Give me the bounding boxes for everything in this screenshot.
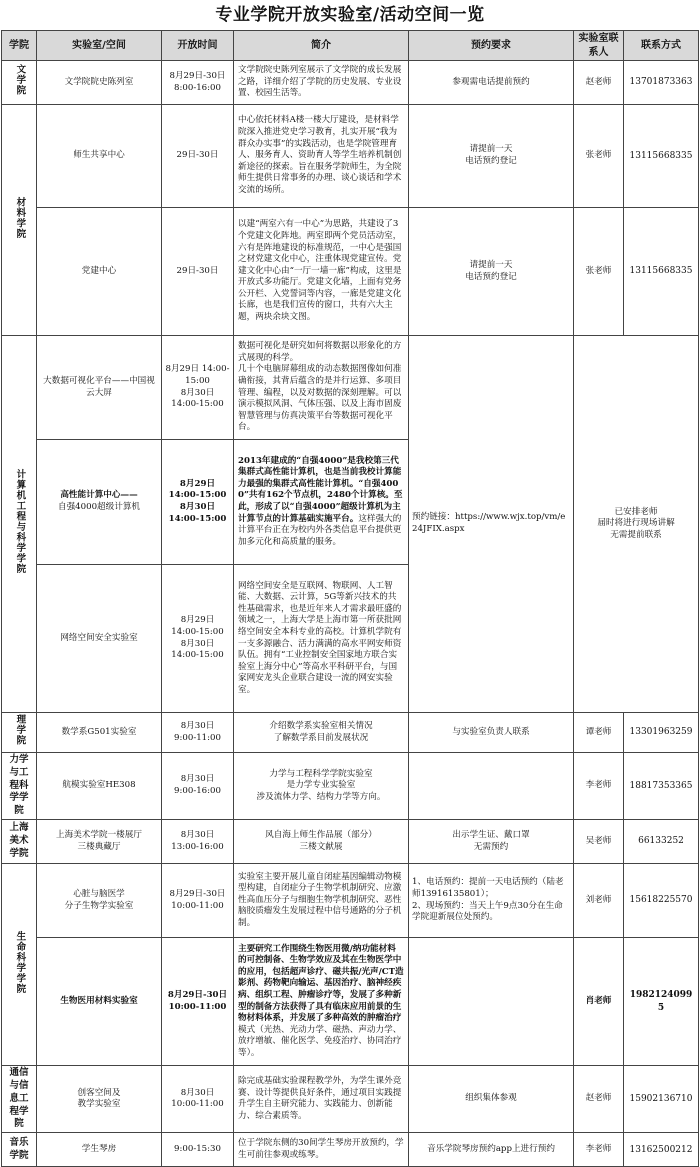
table-row xyxy=(2,864,699,938)
desc-cell: 2013年建成的“自强4000”是我校第三代集群式高性能计算机，也是当前我校计算能力最强的集群式高性能计算机。“自强4000”共有162个节点机，2480个计算核。至此，形成了以“自强4000”超级计算机为主计算节点的计算基础实施平台。这样强大的计算平台正在为校内外各类信息平台提供更加多元化和高质量的服务。 xyxy=(234,440,409,565)
college-cell: 材料学院 xyxy=(2,105,37,336)
booking-cell: 预约链接：https://www.wjx.top/vm/e24JFIX.aspx xyxy=(409,336,574,713)
contact-cell: 已安排老师 届时将进行现场讲解 无需提前联系 xyxy=(574,336,699,713)
table-row xyxy=(2,713,699,753)
desc-cell: 文学院院史陈列室展示了文学院的成长发展之路，详细介绍了学院的历史发展、专业设置、校园生活等。 xyxy=(234,61,409,105)
contact-cell: 肖老师 xyxy=(574,938,624,1066)
time-cell: 8月29日-30日 8:00-16:00 xyxy=(162,61,234,105)
header-college: 学院 xyxy=(2,31,37,61)
lab-cell: 生物医用材料实验室 xyxy=(37,938,162,1066)
table-row xyxy=(2,753,699,820)
header-contact: 实验室联系人 xyxy=(574,31,624,61)
phone-cell: 13115668335 xyxy=(624,105,699,208)
desc-cell: 以建“两室六有一中心”为思路，共建设了3个党建文化阵地。两室即两个党员活动室，六有是阵地建设的标准规范，一中心是强国之材党建文化中心，注重体现党建宣传。党建文化中心由“一厅一墙一廊”构成，这里是开放式多功能厅。党建文化墙，上面有党务公开栏、入党誓词等内容，一廊是党建文化长廊，也是我们宣传的窗口，共有六大主题，两块余块文图。 xyxy=(234,208,409,336)
phone-cell: 13301963259 xyxy=(624,713,699,753)
header-booking: 预约要求 xyxy=(409,31,574,61)
table-row xyxy=(2,105,699,208)
contact-cell: 赵老师 xyxy=(574,1066,624,1133)
college-cell: 通信与信息工程学院 xyxy=(2,1066,37,1133)
phone-cell: 13162500212 xyxy=(624,1133,699,1167)
booking-cell xyxy=(409,753,574,820)
desc-cell: 中心依托材料A楼一楼大厅建设，是材料学院深入推进党史学习教育，扎实开展“我为群众办实事”的实践活动，也是学院管理育人、服务育人、资助育人等学生培养机制创新途径的探索。旨在服务学院师生，为全院师生提供日常事务的办理、谈心谈话和学术交流的场所。 xyxy=(234,105,409,208)
booking-cell: 参观需电话提前预约 xyxy=(409,61,574,105)
desc-cell: 主要研究工作围绕生物医用微/纳功能材料的可控制备、生物学效应及其在生物医学中的应用，包括超声诊疗、磁共振/光声/CT造影剂、药物靶向输运、基因治疗、脑神经疾病、组织工程、肿瘤诊疗等，发展了多种新型的制备方法获得了具有临床应用前景的生物材料体系，并发展了多种高效的肿瘤治疗模式（光热、光动力学、磁热、声动力学、放疗增敏、催化医学、免疫治疗、协同治疗等）。 xyxy=(234,938,409,1066)
desc-cell: 数据可视化是研究如何将数据以形象化的方式展现的科学。 几十个电脑屏幕组成的动态数据图像如何准确衔接，其背后蕴含的是并行运算、多项目管理、编程，以及对数据的深刻理解。可以演示模拟风洞、气体压强、以及上海市固废智慧管理与仿真决策平台等数据可视化平台。 xyxy=(234,336,409,440)
desc-cell: 介绍数学系实验室相关情况 了解数学系目前发展状况 xyxy=(234,713,409,753)
table-row xyxy=(2,1066,699,1133)
phone-cell: 13701873363 xyxy=(624,61,699,105)
lab-cell: 数学系G501实验室 xyxy=(37,713,162,753)
college-cell: 音乐学院 xyxy=(2,1133,37,1167)
booking-cell: 出示学生证、戴口罩 无需预约 xyxy=(409,820,574,864)
contact-cell: 吴老师 xyxy=(574,820,624,864)
lab-cell: 航模实验室HE308 xyxy=(37,753,162,820)
booking-cell xyxy=(409,938,574,1066)
college-cell: 生命科学学院 xyxy=(2,864,37,1066)
contact-cell: 张老师 xyxy=(574,105,624,208)
desc-cell: 位于学院东侧的30间学生琴房开放预约，学生可前往参观或练琴。 xyxy=(234,1133,409,1167)
time-cell: 8月30日 9:00-11:00 xyxy=(162,713,234,753)
phone-cell: 19821240995 xyxy=(624,938,699,1066)
college-cell: 理学院 xyxy=(2,713,37,753)
lab-cell: 学生琴房 xyxy=(37,1133,162,1167)
phone-cell: 66133252 xyxy=(624,820,699,864)
table-row xyxy=(2,938,699,1066)
phone-cell: 15902136710 xyxy=(624,1066,699,1133)
booking-cell: 请提前一天 电话预约登记 xyxy=(409,105,574,208)
college-cell: 上海美术学院 xyxy=(2,820,37,864)
lab-cell: 上海美术学院一楼展厅 三楼典藏厅 xyxy=(37,820,162,864)
time-cell: 8月30日 9:00-16:00 xyxy=(162,753,234,820)
contact-cell: 张老师 xyxy=(574,208,624,336)
lab-cell: 大数据可视化平台——中国视云大屏 xyxy=(37,336,162,440)
lab-cell: 创客空间及 教学实验室 xyxy=(37,1066,162,1133)
booking-cell: 音乐学院琴房预约app上进行预约 xyxy=(409,1133,574,1167)
time-cell: 8月30日 10:00-11:00 xyxy=(162,1066,234,1133)
lab-cell: 师生共享中心 xyxy=(37,105,162,208)
desc-cell: 力学与工程科学学院实验室 是力学专业实验室 涉及流体力学、结构力学等方向。 xyxy=(234,753,409,820)
header-time: 开放时间 xyxy=(162,31,234,61)
lab-cell: 文学院院史陈列室 xyxy=(37,61,162,105)
contact-cell: 谭老师 xyxy=(574,713,624,753)
lab-cell: 心脏与脑医学 分子生物学实验室 xyxy=(37,864,162,938)
page-title: 专业学院开放实验室/活动空间一览 xyxy=(215,5,485,25)
header-desc: 简介 xyxy=(234,31,409,61)
time-cell: 8月29日-30日 10:00-11:00 xyxy=(162,864,234,938)
college-cell: 文学院 xyxy=(2,61,37,105)
college-cell: 力学与工程科学学院 xyxy=(2,753,37,820)
booking-cell: 请提前一天 电话预约登记 xyxy=(409,208,574,336)
time-cell: 29日-30日 xyxy=(162,105,234,208)
time-cell: 8月29日 14:00-15:00 8月30日 14:00-15:00 xyxy=(162,336,234,440)
contact-cell: 刘老师 xyxy=(574,864,624,938)
table-row xyxy=(2,61,699,105)
contact-cell: 李老师 xyxy=(574,1133,624,1167)
table-row xyxy=(2,336,699,440)
lab-cell: 网络空间安全实验室 xyxy=(37,565,162,713)
time-cell: 8月29日-30日 10:00-11:00 xyxy=(162,938,234,1066)
booking-cell: 与实验室负责人联系 xyxy=(409,713,574,753)
desc-cell: 网络空间安全是互联网、物联网、人工智能、大数据、云计算，5G等新兴技术的共性基础需求，也是近年来人才需求最旺盛的领域之一，上海大学是上海市第一所获批网络空间安全本科专业的高校。计算机学院有一支多源融合、活力满满的高水平网安师资队伍。拥有“工业控制安全国家地方联合实验室上海分中心”等高水平科研平台，与国家网安龙头企业联合建设一流的网安实验室。 xyxy=(234,565,409,713)
header-lab: 实验室/空间 xyxy=(37,31,162,61)
table-row xyxy=(2,1133,699,1167)
time-cell: 8月29日 14:00-15:00 8月30日 14:00-15:00 xyxy=(162,440,234,565)
contact-cell: 李老师 xyxy=(574,753,624,820)
phone-cell: 15618225570 xyxy=(624,864,699,938)
table-row xyxy=(2,820,699,864)
table-row xyxy=(2,208,699,336)
booking-cell: 1、电话预约：提前一天电话预约（陆老师13916135801）； 2、现场预约：当天上午9点30分在生命学院迎新展位处预约。 xyxy=(409,864,574,938)
header-phone: 联系方式 xyxy=(624,31,699,61)
desc-cell: 除完成基础实验课程教学外，为学生课外竞赛、设计等提供良好条件，通过项目实践提升学生自主研究能力、实践能力、创新能力、综合素质等。 xyxy=(234,1066,409,1133)
contact-cell: 赵老师 xyxy=(574,61,624,105)
lab-cell: 高性能计算中心—— 自强4000超级计算机 xyxy=(37,440,162,565)
booking-cell: 组织集体参观 xyxy=(409,1066,574,1133)
lab-table xyxy=(1,30,699,1167)
time-cell: 8月30日 13:00-16:00 xyxy=(162,820,234,864)
time-cell: 8月29日 14:00-15:00 8月30日 14:00-15:00 xyxy=(162,565,234,713)
phone-cell: 13115668335 xyxy=(624,208,699,336)
table-header-row xyxy=(2,31,699,61)
lab-cell: 党建中心 xyxy=(37,208,162,336)
time-cell: 9:00-15:30 xyxy=(162,1133,234,1167)
desc-cell: 风自海上师生作品展（部分） 三楼文献展 xyxy=(234,820,409,864)
time-cell: 29日-30日 xyxy=(162,208,234,336)
college-cell: 计算机工程与科学学院 xyxy=(2,336,37,713)
phone-cell: 18817353365 xyxy=(624,753,699,820)
desc-cell: 实验室主要开展儿童自闭症基因编辑动物模型构建，自闭症分子生物学机制研究、应激性高血压分子与细胞生物学机制研究、恶性脑胶质瘤发生发展过程中信号通路的分子机制。 xyxy=(234,864,409,938)
